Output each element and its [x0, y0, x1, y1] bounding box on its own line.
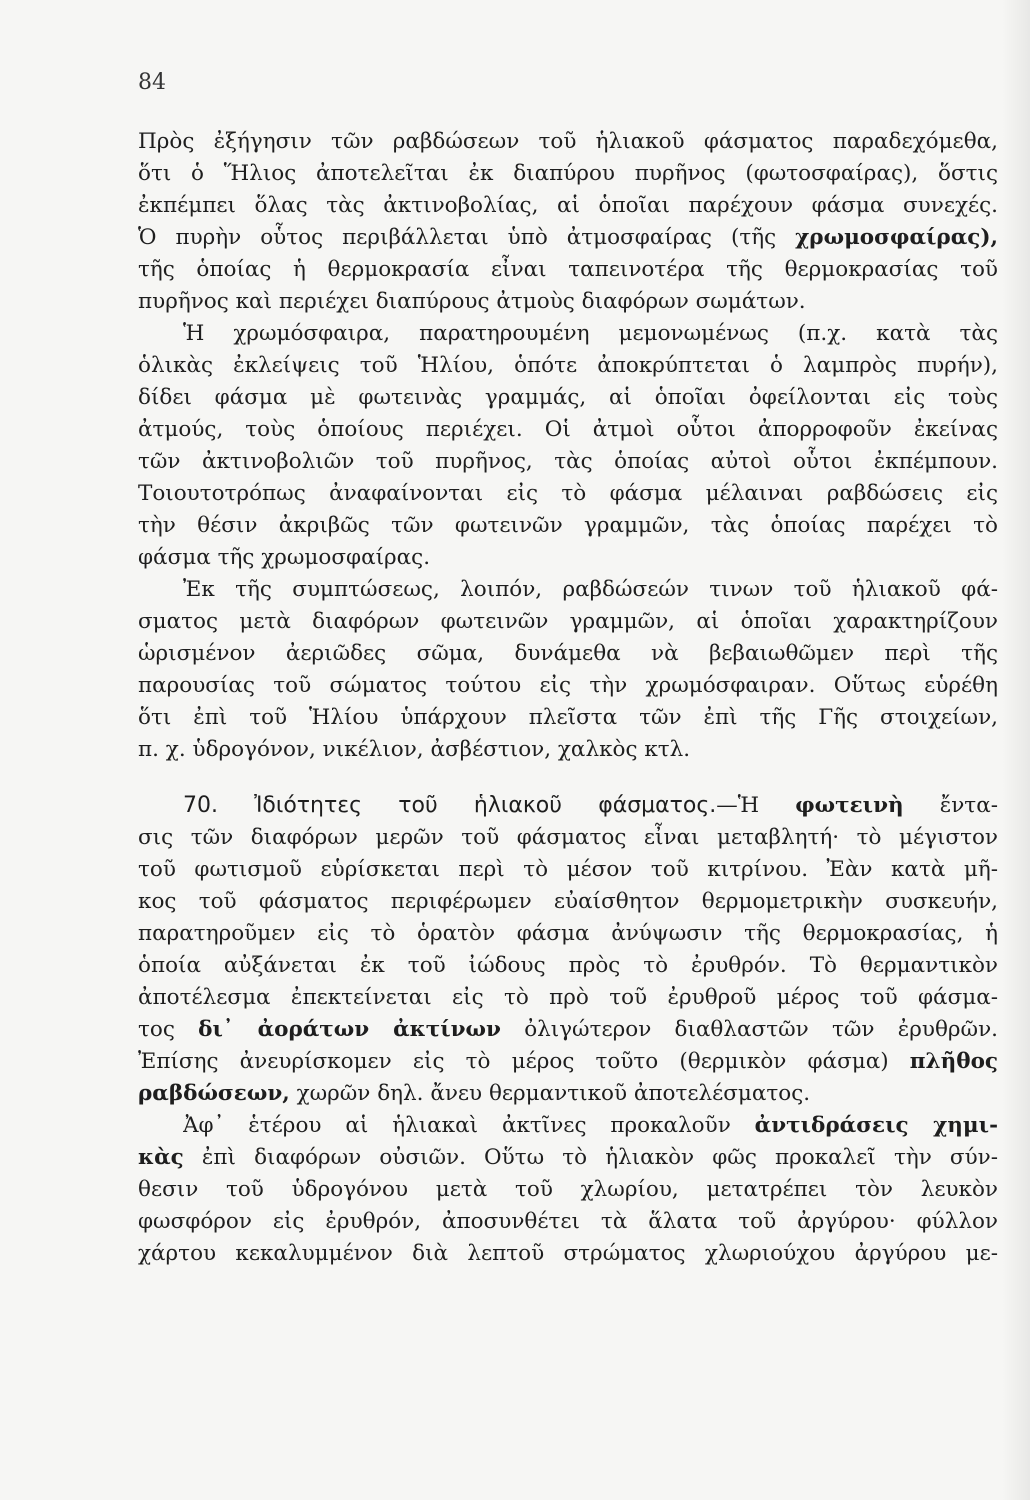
heading-dash: —Ἡ	[716, 793, 796, 818]
text-line-content: δίδει φάσμα μὲ φωτεινὰς γραμμάς, αἱ ὁποῖαι ὀφείλονται εἰς τοὺς	[138, 385, 998, 410]
bold-term-kas: κὰς	[138, 1145, 184, 1170]
text-line	[138, 1078, 998, 1110]
text-line	[138, 510, 998, 542]
text-line	[138, 734, 998, 766]
text-line-content: Ἀφ᾿ ἑτέρου αἱ ἡλιακαὶ ἀκτῖνες προκαλοῦν	[183, 1113, 755, 1138]
text-line-content: παρουσίας τοῦ σώματος τούτου εἰς τὴν χρωμόσφαιραν. Οὕτως εὑρέθη	[138, 673, 998, 698]
text-line	[138, 670, 998, 702]
page-number: 84	[138, 70, 166, 95]
text-line-content: τῆς ὁποίας ἡ θερμοκρασία εἶναι ταπεινοτέρα τῆς θερμοκρασίας τοῦ	[138, 257, 998, 282]
text-line	[138, 190, 998, 222]
text-line	[138, 542, 998, 574]
text-line-content: ὅτι ὁ Ἥλιος ἀποτελεῖται ἐκ διαπύρου πυρῆνος (φωτοσφαίρας), ὅστις	[138, 161, 998, 186]
text-line-content: ὡρισμένον ἀεριῶδες σῶμα, δυνάμεθα νὰ βεβαιωθῶμεν περὶ τῆς	[138, 641, 998, 666]
text-line-content: ὅτι ἐπὶ τοῦ Ἡλίου ὑπάρχουν πλεῖστα τῶν ἐπὶ τῆς Γῆς στοιχείων,	[138, 705, 998, 730]
bold-term-invisible-rays: δι᾿ ἀοράτων ἀκτίνων	[198, 1017, 501, 1042]
text-line	[138, 254, 998, 286]
text-line	[183, 1110, 998, 1142]
text-line-content: ἐκπέμπει ὅλας τὰς ἀκτινοβολίας, αἱ ὁποῖαι παρέχουν φάσμα συνεχές.	[138, 193, 998, 218]
bold-term-rhabdoseon: ραβδώσεων,	[138, 1081, 290, 1106]
bold-term-chromosphere: χρωμοσφαίρας),	[795, 225, 998, 250]
text-line-content: κος τοῦ φάσματος περιφέρωμεν εὐαίσθητον θερμομετρικὴν συσκευήν,	[138, 889, 998, 914]
text-line-content: Τοιουτοτρόπως ἀναφαίνονται εἰς τὸ φάσμα μέλαιναι ραβδώσεις εἰς	[138, 481, 998, 506]
text-line-content: φωσφόρον εἰς ἐρυθρόν, ἀποσυνθέτει τὰ ἅλατα τοῦ ἀργύρου· φύλλον	[138, 1209, 998, 1234]
text-line	[138, 638, 998, 670]
text-line	[138, 446, 998, 478]
text-line-content: τος	[138, 1017, 199, 1042]
text-line	[138, 918, 998, 950]
text-line-content: σματος μετὰ διαφόρων φωτεινῶν γραμμῶν, αἱ ὁποῖαι χαρακτηρίζουν	[138, 609, 998, 634]
text-line	[138, 1238, 998, 1270]
text-line	[138, 286, 998, 318]
text-line	[138, 382, 998, 414]
text-line	[138, 126, 998, 158]
text-line	[138, 478, 998, 510]
text-line	[138, 982, 998, 1014]
text-line-content: Ἡ χρωμόσφαιρα, παρατηρουμένη μεμονωμένως (π.χ. κατὰ τὰς	[183, 321, 998, 346]
text-line-content: ὀλιγώτερον διαθλαστῶν τῶν ἐρυθρῶν.	[500, 1017, 998, 1042]
text-line-content: φάσμα τῆς χρωμοσφαίρας.	[138, 545, 431, 570]
text-line-content: πυρῆνος καὶ περιέχει διαπύρους ἀτμοὺς διαφόρων σωμάτων.	[138, 289, 806, 314]
text-line	[138, 1014, 998, 1046]
text-line-content: τῶν ἀκτινοβολιῶν τοῦ πυρῆνος, τὰς ὁποίας αὐτοὶ οὗτοι ἐκπέμπουν.	[138, 449, 998, 474]
text-line	[183, 574, 998, 606]
text-line	[138, 702, 998, 734]
bold-term-photeine: φωτεινὴ	[795, 793, 904, 818]
page-gutter-shadow	[1002, 0, 1030, 1500]
bold-term-plethos: πλῆθος	[909, 1049, 998, 1074]
text-line	[138, 414, 998, 446]
section-title: Ἰδιότητες τοῦ ἡλιακοῦ φάσματος.	[254, 793, 717, 818]
text-line-content: ἀποτέλεσμα ἐπεκτείνεται εἰς τὸ πρὸ τοῦ ἐρυθροῦ μέρος τοῦ φάσμα-	[138, 985, 998, 1010]
text-line-content: σις τῶν διαφόρων μερῶν τοῦ φάσματος εἶναι μεταβλητή· τὸ μέγιστον	[138, 825, 998, 850]
text-line-content: χωρῶν δηλ. ἄνευ θερμαντικοῦ ἀποτελέσματος.	[289, 1081, 811, 1106]
text-line-content: χάρτου κεκαλυμμένον διὰ λεπτοῦ στρώματος χλωριούχου ἀργύρου με-	[138, 1241, 998, 1266]
section-heading-70	[183, 790, 998, 822]
text-line	[138, 222, 998, 254]
text-line-content: Πρὸς ἐξήγησιν τῶν ραβδώσεων τοῦ ἡλιακοῦ φάσματος παραδεχόμεθα,	[138, 129, 998, 154]
text-line-content: θεσιν τοῦ ὑδρογόνου μετὰ τοῦ χλωρίου, μετατρέπει τὸν λευκὸν	[138, 1177, 998, 1202]
text-line	[138, 1174, 998, 1206]
text-line	[138, 854, 998, 886]
text-line	[138, 950, 998, 982]
text-line-content: παρατηροῦμεν εἰς τὸ ὁρατὸν φάσμα ἀνύψωσιν τῆς θερμοκρασίας, ἡ	[138, 921, 998, 946]
text-line	[138, 1142, 998, 1174]
text-line	[138, 886, 998, 918]
text-line	[138, 158, 998, 190]
text-line-content: ὁλικὰς ἐκλείψεις τοῦ Ἡλίου, ὁπότε ἀποκρύπτεται ὁ λαμπρὸς πυρήν),	[138, 353, 998, 378]
section-number: 70.	[183, 793, 218, 818]
text-line	[138, 606, 998, 638]
text-line-content: Ἐκ τῆς συμπτώσεως, λοιπόν, ραβδώσεών τινων τοῦ ἡλιακοῦ φά-	[183, 577, 998, 602]
text-line-content: ὁποία αὐξάνεται ἐκ τοῦ ἰώδους πρὸς τὸ ἐρυθρόν. Τὸ θερμαντικὸν	[138, 953, 998, 978]
text-line-content: Ὁ πυρὴν οὗτος περιβάλλεται ὑπὸ ἀτμοσφαίρας (τῆς	[138, 225, 796, 250]
text-line-content: ἀτμούς, τοὺς ὁποίους περιέχει. Οἱ ἀτμοὶ οὗτοι ἀπορροφοῦν ἐκείνας	[138, 417, 998, 442]
bold-term-antidraseis: ἀντιδράσεις χημι-	[754, 1113, 998, 1138]
text-line	[138, 822, 998, 854]
text-line	[183, 318, 998, 350]
text-line-content: π. χ. ὑδρογόνον, νικέλιον, ἀσβέστιον, χαλκὸς κτλ.	[138, 737, 691, 762]
heading-rest: ἔντα-	[903, 793, 998, 818]
text-line-content: τὴν θέσιν ἀκριβῶς τῶν φωτεινῶν γραμμῶν, τὰς ὁποίας παρέχει τὸ	[138, 513, 998, 538]
text-line	[138, 350, 998, 382]
text-line	[138, 1206, 998, 1238]
text-line-content: ἐπὶ διαφόρων οὐσιῶν. Οὕτω τὸ ἡλιακὸν φῶς προκαλεῖ τὴν σύν-	[183, 1145, 998, 1170]
text-line	[138, 1046, 998, 1078]
text-line-content: Ἐπίσης ἀνευρίσκομεν εἰς τὸ μέρος τοῦτο (θερμικὸν φάσμα)	[138, 1049, 910, 1074]
text-line-content: τοῦ φωτισμοῦ εὑρίσκεται περὶ τὸ μέσον τοῦ κιτρίνου. Ἐὰν κατὰ μῆ-	[138, 857, 998, 882]
